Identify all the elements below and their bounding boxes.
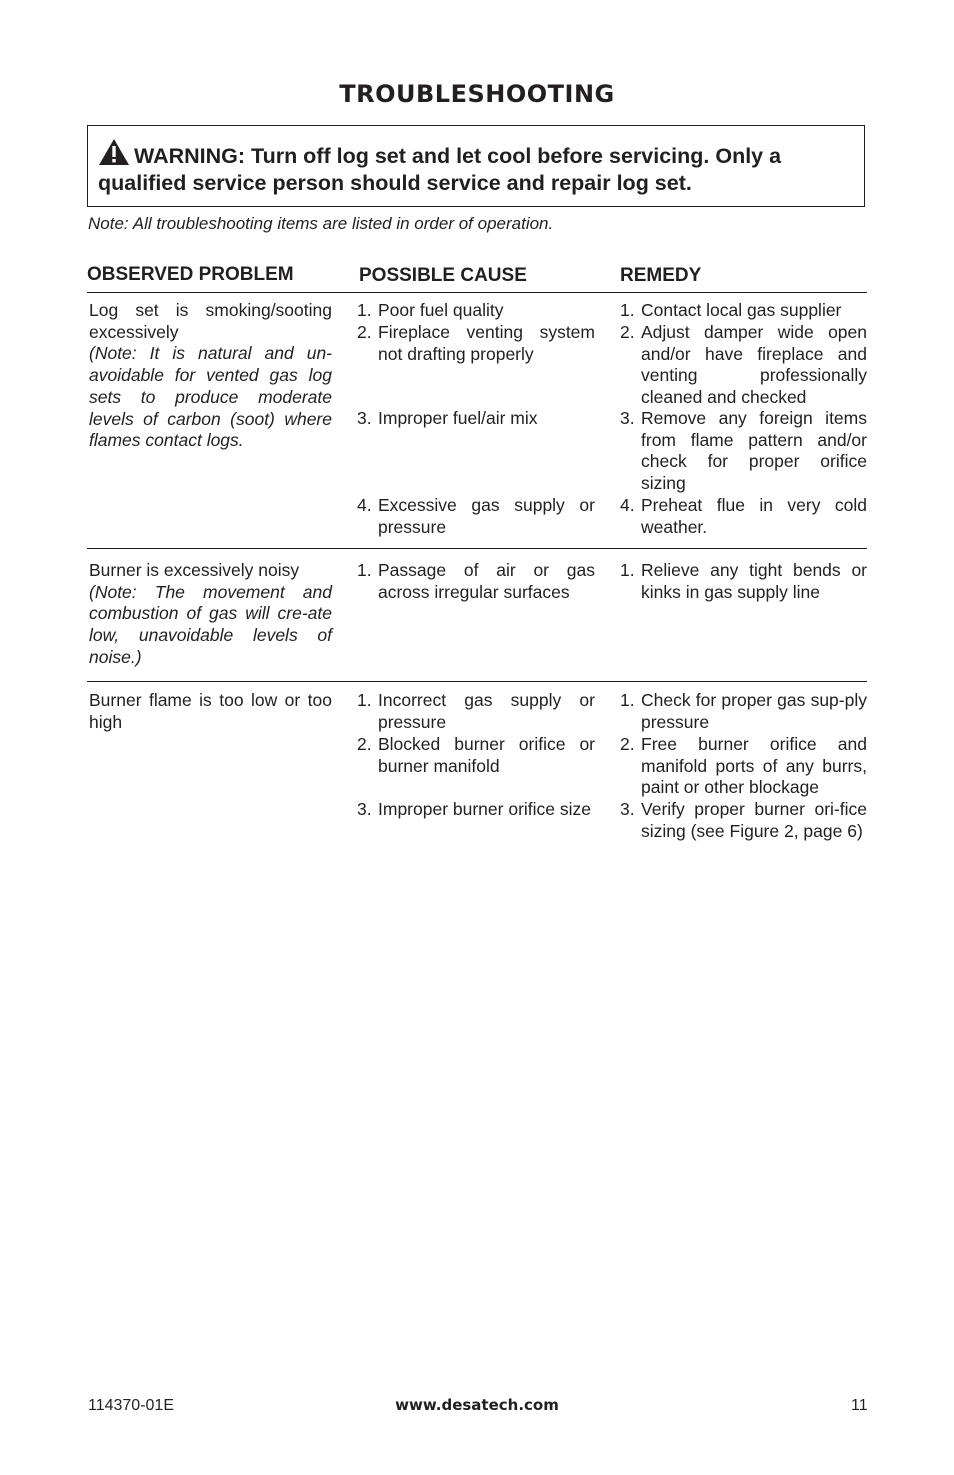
cause-number: 4. [357, 495, 372, 515]
warning-text: WARNING: Turn off log set and let cool before servicing. Only a qualified service person should service and repair log set. [98, 144, 782, 195]
header-divider [87, 292, 867, 293]
remedy-text: Adjust damper wide open and/or have fireplace and venting professionally cleaned and checked [641, 322, 867, 408]
cause-number: 1. [357, 300, 372, 320]
header-possible-cause: POSSIBLE CAUSE [359, 265, 527, 286]
cause-number: 2. [357, 734, 372, 754]
problem-note: (Note: It is natural and un-avoidable for vented gas log sets to produce moderate levels of carbon (soot) where flames contact logs. [89, 343, 332, 451]
problem-cell [89, 560, 332, 669]
remedy-number: 2. [620, 322, 635, 342]
row-divider [87, 681, 867, 682]
cause-number: 2. [357, 322, 372, 342]
warning-box [87, 125, 865, 207]
document-number: 114370-01E [88, 1397, 174, 1414]
cause-text: Excessive gas supply or pressure [378, 495, 595, 537]
header-remedy: REMEDY [620, 265, 702, 286]
problem-text: Burner is excessively noisy [89, 560, 300, 580]
cause-text: Fireplace venting system not drafting properly [378, 322, 595, 364]
operation-note: Note: All troubleshooting items are listed in order of operation. [88, 214, 554, 233]
cause-text: Incorrect gas supply or pressure [378, 690, 595, 732]
problem-note: (Note: The movement and combustion of gas will cre-ate low, unavoidable levels of noise.) [89, 581, 332, 667]
problem-text: Burner flame is too low or too high [89, 690, 332, 732]
remedy-number: 1. [620, 690, 635, 710]
problem-text: Log set is smoking/sooting excessively [89, 300, 332, 342]
cause-text: Poor fuel quality [378, 300, 504, 320]
remedy-number: 3. [620, 408, 635, 428]
remedy-text: Remove any foreign items from flame pattern and/or check for proper orifice sizing [641, 408, 867, 494]
remedy-text: Free burner orifice and manifold ports of any burrs, paint or other blockage [641, 734, 867, 798]
remedy-number: 4. [620, 495, 635, 515]
cause-number: 3. [357, 799, 372, 819]
page-number: 11 [851, 1397, 868, 1414]
cause-number: 1. [357, 690, 372, 710]
remedy-number: 2. [620, 734, 635, 754]
page-title: TROUBLESHOOTING [339, 80, 615, 108]
remedy-number: 1. [620, 560, 635, 580]
cause-text: Improper burner orifice size [378, 799, 591, 819]
remedy-text: Verify proper burner ori-fice sizing (see Figure 2, page 6) [641, 799, 867, 841]
remedy-number: 1. [620, 300, 635, 320]
cause-text: Improper fuel/air mix [378, 408, 538, 428]
remedy-text: Relieve any tight bends or kinks in gas supply line [641, 560, 867, 602]
header-observed-problem: OBSERVED PROBLEM [87, 264, 294, 285]
cause-number: 1. [357, 560, 372, 580]
remedy-text: Check for proper gas sup-ply pressure [641, 690, 867, 732]
cause-text: Blocked burner orifice or burner manifold [378, 734, 595, 776]
website-link[interactable]: www.desatech.com [395, 1396, 559, 1414]
remedy-number: 3. [620, 799, 635, 819]
remedy-text: Contact local gas supplier [641, 300, 842, 320]
cause-number: 3. [357, 408, 372, 428]
cause-text: Passage of air or gas across irregular surfaces [378, 560, 595, 602]
row-divider [87, 548, 867, 549]
remedy-text: Preheat flue in very cold weather. [641, 495, 867, 537]
problem-cell [89, 300, 332, 452]
problem-cell [89, 690, 332, 733]
warning-triangle-icon [98, 138, 130, 166]
